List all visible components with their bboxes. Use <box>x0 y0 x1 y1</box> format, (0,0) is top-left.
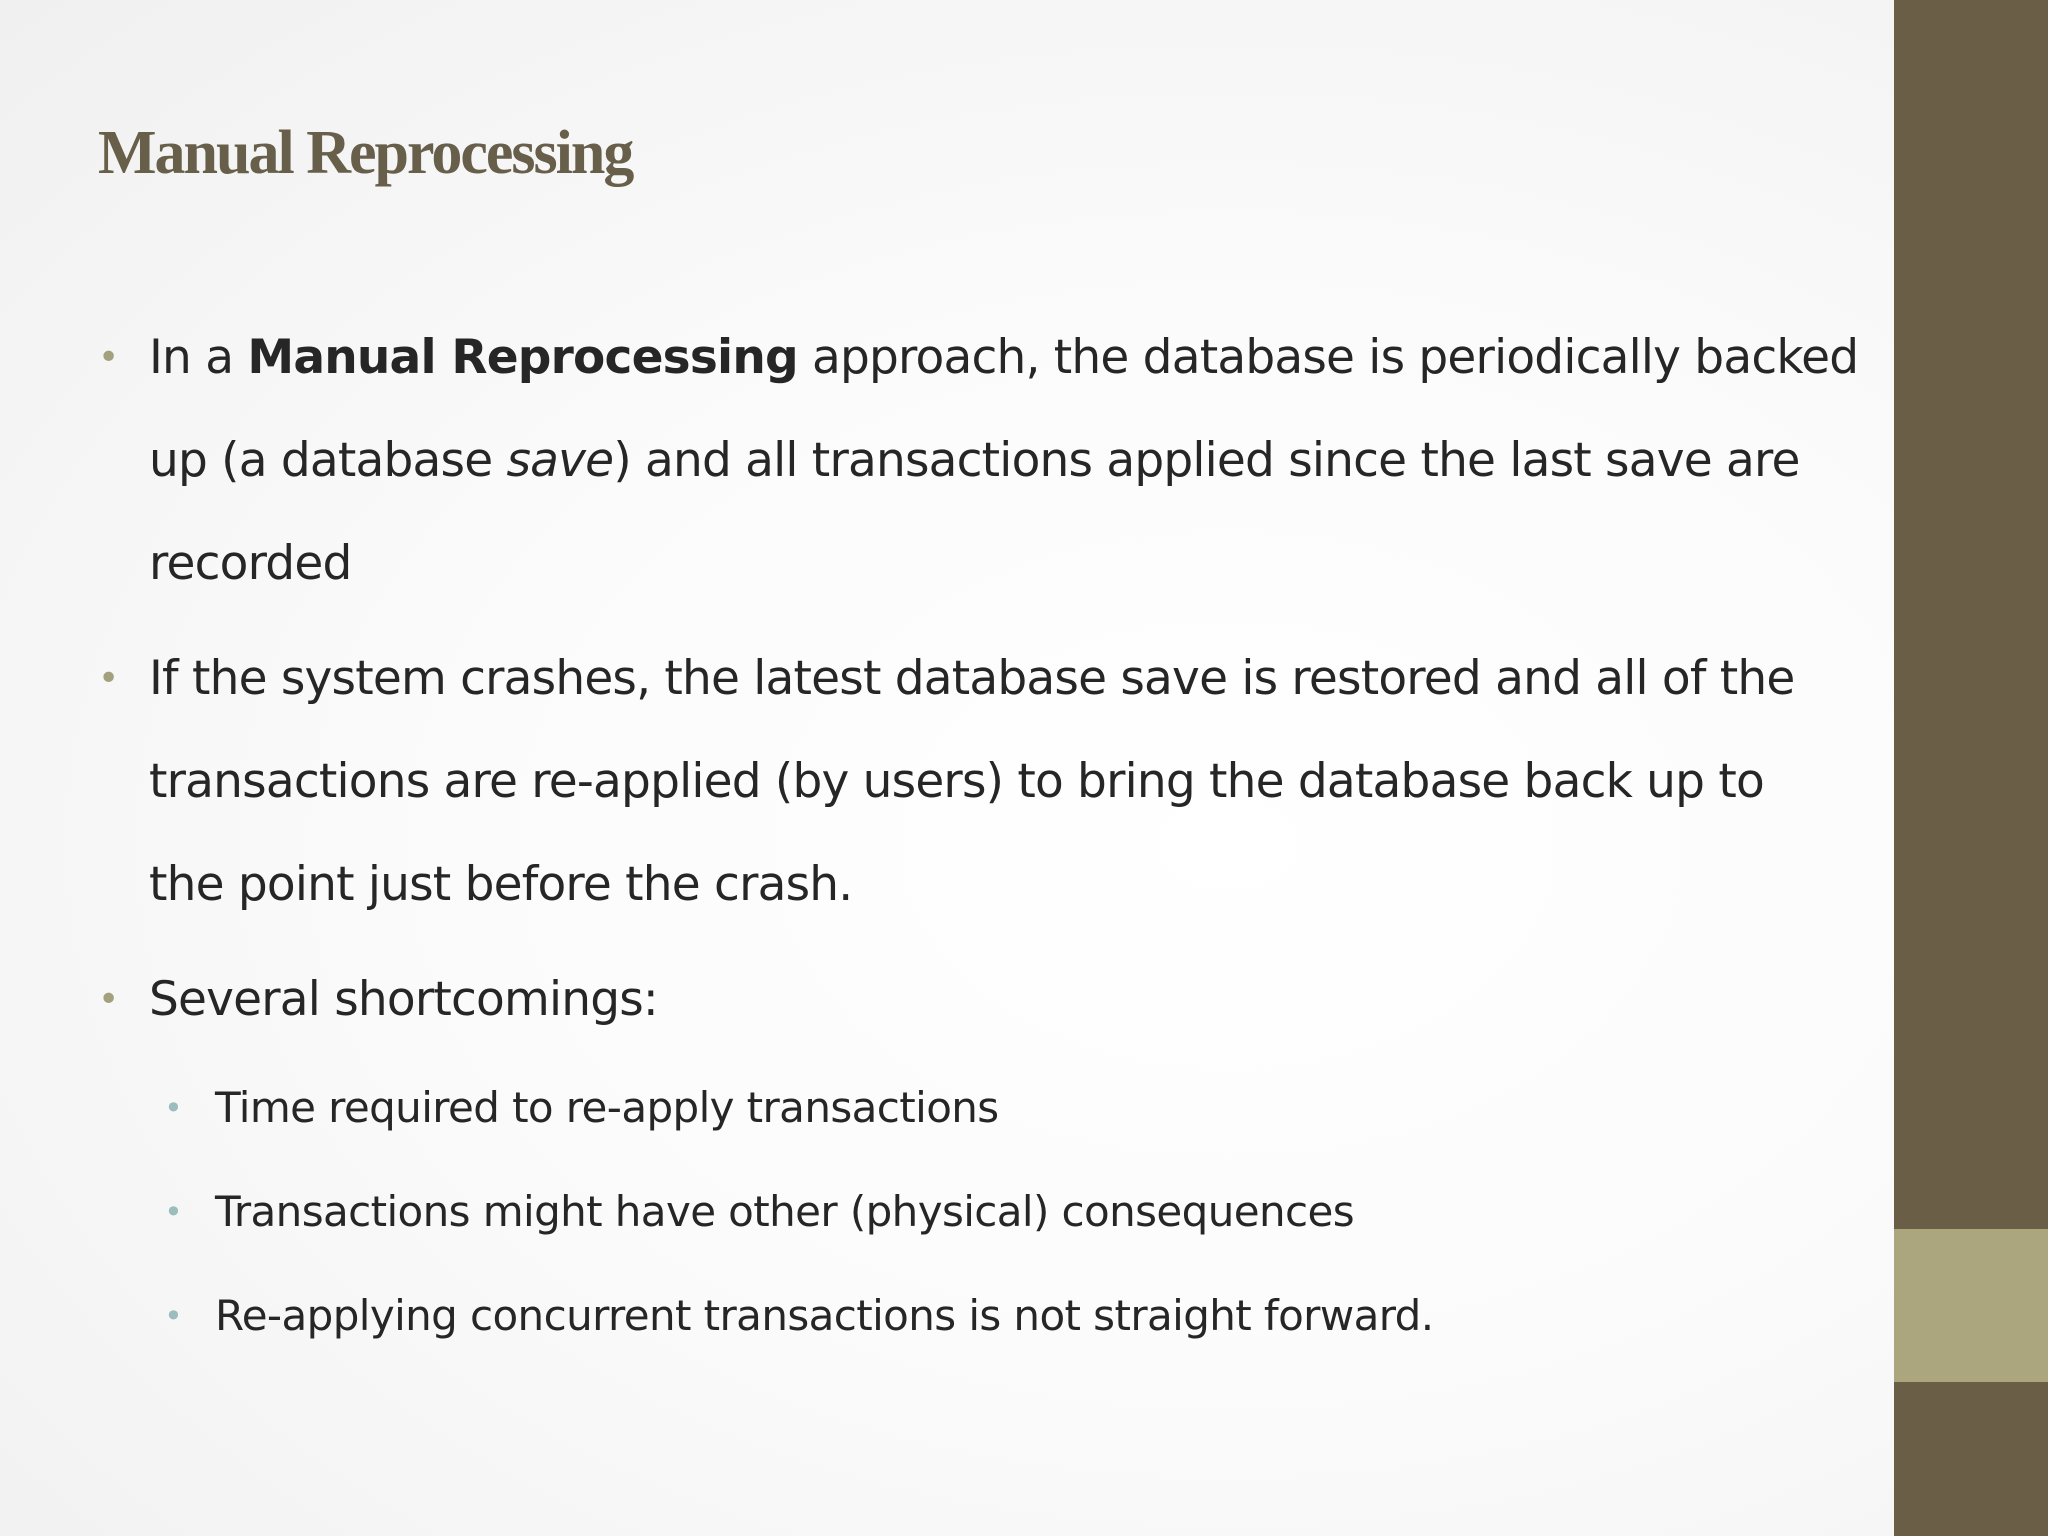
text-run: approach, the database is periodically backed <box>797 330 1859 385</box>
text-run: In a <box>149 330 248 385</box>
bullet-text <box>149 948 1909 1051</box>
bullet-text <box>149 627 1909 936</box>
bullet-line: Several shortcomings: <box>149 972 658 1027</box>
bullet-line: If the system crashes, the latest database save is restored and all of the <box>149 651 1795 706</box>
bullet-line: the point just before the crash. <box>149 857 853 912</box>
bullet-line <box>149 306 1909 409</box>
bold-term: Manual Reprocessing <box>247 330 798 385</box>
slide-title: Manual Reprocessing <box>98 119 633 187</box>
bullet-line <box>149 512 1909 615</box>
bullet-line <box>149 409 1909 512</box>
sub-bullet-marker: • <box>164 1089 183 1127</box>
sub-bullet-text: Transactions might have other (physical) consequences <box>215 1187 1355 1236</box>
italic-term: save <box>506 433 614 488</box>
sub-bullet-text: Re-applying concurrent transactions is not straight forward. <box>215 1291 1434 1340</box>
bullet-marker: • <box>98 979 119 1020</box>
bullet-line: transactions are re-applied (by users) to bring the database back up to <box>149 754 1764 809</box>
sub-bullet-text: Time required to re-apply transactions <box>215 1083 999 1132</box>
text-run: ) and all transactions applied since the last save are <box>613 433 1800 488</box>
bullet-text <box>149 306 1909 615</box>
bullet-marker: • <box>98 658 119 699</box>
text-run: recorded <box>149 536 352 591</box>
sub-bullet-marker: • <box>164 1297 183 1335</box>
sub-bullet-marker: • <box>164 1193 183 1231</box>
bullet-marker: • <box>98 337 119 378</box>
text-run: up (a database <box>149 433 507 488</box>
decorative-sidebar-accent <box>1894 1229 2048 1382</box>
